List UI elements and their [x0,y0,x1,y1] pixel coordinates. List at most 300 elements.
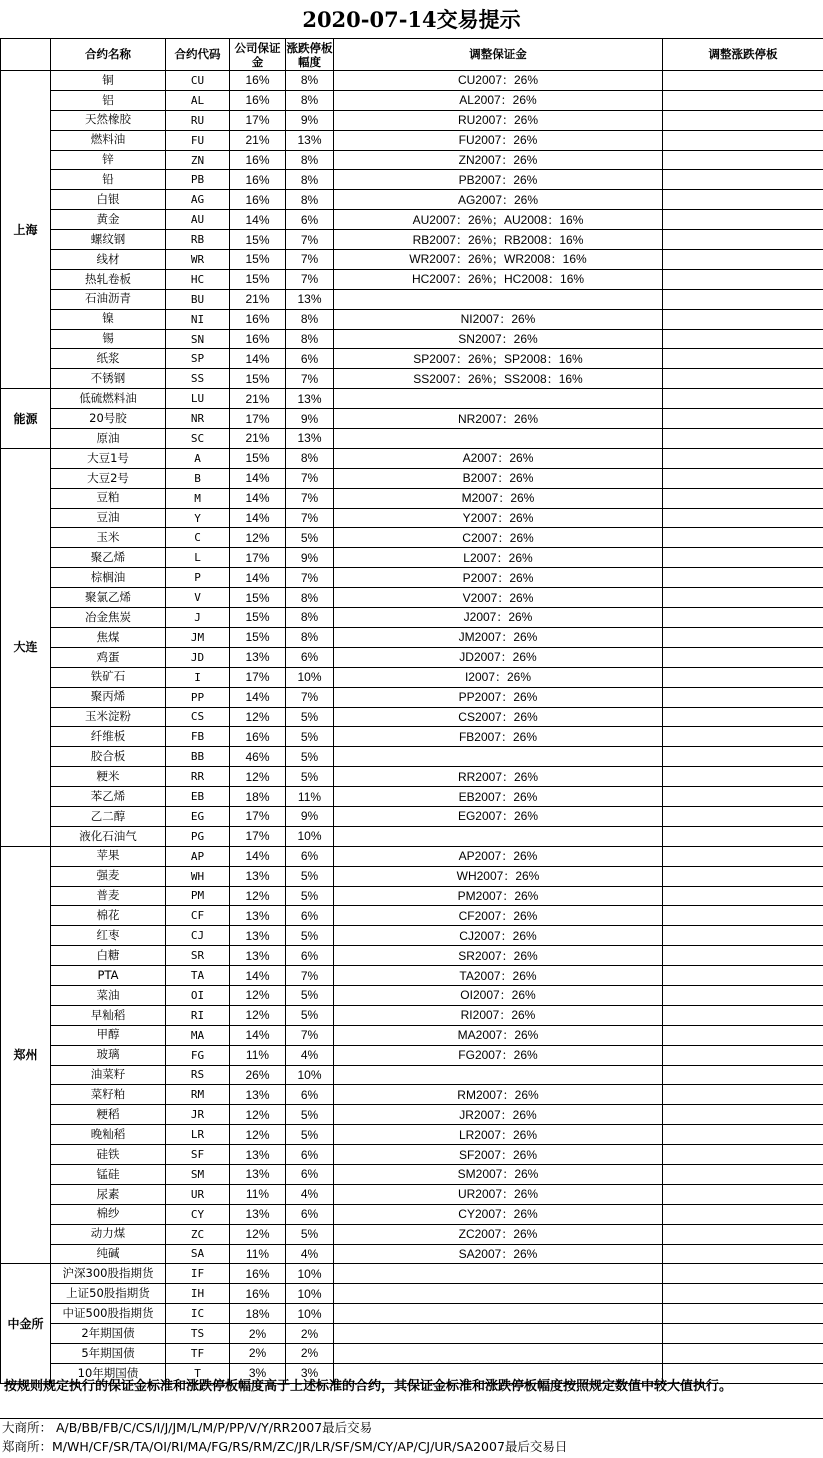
contract-name-cell: 棉花 [51,906,166,926]
contract-name-cell: 天然橡胶 [51,110,166,130]
company-margin-cell: 17% [230,110,286,130]
adjusted-margin-cell: SS2007：26%；SS2008：16% [334,369,663,389]
contract-name-cell: 大豆1号 [51,448,166,468]
price-limit-cell: 5% [286,1105,334,1125]
contract-name-cell: 晚籼稻 [51,1125,166,1145]
company-margin-cell: 12% [230,1105,286,1125]
contract-code-cell: EG [166,806,230,826]
adjusted-margin-cell: SF2007：26% [334,1145,663,1165]
adjusted-margin-cell: SA2007：26% [334,1244,663,1264]
company-margin-cell: 16% [230,190,286,210]
contract-name-cell: 豆粕 [51,488,166,508]
company-margin-cell: 16% [230,1264,286,1284]
contract-name-cell: 苹果 [51,846,166,866]
contract-code-cell: UR [166,1184,230,1204]
contract-code-cell: ZN [166,150,230,170]
price-limit-cell: 10% [286,667,334,687]
price-limit-cell: 8% [286,90,334,110]
contract-name-cell: 锰硅 [51,1164,166,1184]
price-limit-cell: 10% [286,1264,334,1284]
adjusted-margin-cell: AL2007：26% [334,90,663,110]
adjusted-limit-cell [663,687,823,707]
adjusted-limit-cell [663,906,823,926]
adjusted-margin-cell: SM2007：26% [334,1164,663,1184]
contract-code-cell: IH [166,1284,230,1304]
adjusted-margin-cell: MA2007：26% [334,1025,663,1045]
table-row [1,826,823,846]
adjusted-limit-cell [663,1164,823,1184]
adjusted-limit-cell [663,230,823,250]
contract-name-cell: 普麦 [51,886,166,906]
exchange-cell: 郑州 [1,846,51,1264]
table-row [1,349,823,369]
company-margin-cell: 13% [230,926,286,946]
price-limit-cell: 7% [286,488,334,508]
company-margin-cell: 17% [230,548,286,568]
adjusted-limit-cell [663,1025,823,1045]
contract-name-cell: 棕榈油 [51,568,166,588]
adjusted-margin-cell: ZN2007：26% [334,150,663,170]
table-row [1,409,823,429]
company-margin-cell: 16% [230,71,286,91]
table-row [1,1324,823,1344]
adjusted-margin-cell: RR2007：26% [334,767,663,787]
company-margin-cell: 16% [230,309,286,329]
price-limit-cell: 10% [286,1304,334,1324]
header-adjusted-margin: 调整保证金 [334,39,663,71]
contract-code-cell: RI [166,1005,230,1025]
adjusted-limit-cell [663,130,823,150]
price-limit-cell: 4% [286,1244,334,1264]
price-limit-cell: 7% [286,468,334,488]
contract-code-cell: AG [166,190,230,210]
table-row [1,806,823,826]
company-margin-cell: 15% [230,230,286,250]
adjusted-limit-cell [663,389,823,409]
table-row [1,71,823,91]
contract-code-cell: ZC [166,1224,230,1244]
adjusted-limit-cell [663,707,823,727]
contract-name-cell: 20号胶 [51,409,166,429]
adjusted-margin-cell [334,747,663,767]
contract-name-cell: 铝 [51,90,166,110]
price-limit-cell: 6% [286,1164,334,1184]
adjusted-margin-cell: CY2007：26% [334,1204,663,1224]
company-margin-cell: 13% [230,1145,286,1165]
company-margin-cell: 12% [230,1224,286,1244]
company-margin-cell: 12% [230,528,286,548]
price-limit-cell: 6% [286,946,334,966]
table-row [1,190,823,210]
adjusted-limit-cell [663,588,823,608]
company-margin-cell: 16% [230,150,286,170]
price-limit-cell: 6% [286,349,334,369]
table-row [1,528,823,548]
contract-code-cell: HC [166,269,230,289]
company-margin-cell: 14% [230,468,286,488]
price-limit-cell: 8% [286,309,334,329]
company-margin-cell: 13% [230,906,286,926]
price-limit-cell: 8% [286,190,334,210]
adjusted-margin-cell: RU2007：26% [334,110,663,130]
table-row [1,1145,823,1165]
contract-code-cell: AP [166,846,230,866]
contract-code-cell: BU [166,289,230,309]
price-limit-cell: 5% [286,886,334,906]
price-limit-cell: 2% [286,1324,334,1344]
contract-code-cell: JM [166,627,230,647]
company-margin-cell: 14% [230,966,286,986]
price-limit-cell: 6% [286,846,334,866]
adjusted-limit-cell [663,71,823,91]
company-margin-cell: 14% [230,488,286,508]
adjusted-limit-cell [663,190,823,210]
table-row [1,1105,823,1125]
contract-code-cell: RB [166,230,230,250]
adjusted-limit-cell [663,1324,823,1344]
exchange-cell: 中金所 [1,1264,51,1383]
adjusted-limit-cell [663,210,823,230]
price-limit-cell: 9% [286,548,334,568]
company-margin-cell: 2% [230,1344,286,1364]
adjusted-limit-cell [663,329,823,349]
adjusted-margin-cell: SR2007：26% [334,946,663,966]
contract-name-cell: 强麦 [51,866,166,886]
contract-code-cell: NI [166,309,230,329]
adjusted-limit-cell [663,627,823,647]
adjusted-limit-cell [663,1204,823,1224]
contract-code-cell: C [166,528,230,548]
price-limit-cell: 6% [286,647,334,667]
contract-code-cell: SM [166,1164,230,1184]
contract-name-cell: 热轧卷板 [51,269,166,289]
adjusted-margin-cell: TA2007：26% [334,966,663,986]
table-row [1,1184,823,1204]
price-limit-cell: 8% [286,170,334,190]
price-limit-cell: 5% [286,707,334,727]
table-row [1,90,823,110]
company-margin-cell: 15% [230,269,286,289]
adjusted-margin-cell: C2007：26% [334,528,663,548]
table-row [1,667,823,687]
company-margin-cell: 16% [230,727,286,747]
table-row [1,448,823,468]
adjusted-limit-cell [663,647,823,667]
contract-name-cell: 焦煤 [51,627,166,647]
adjusted-limit-cell [663,826,823,846]
contract-code-cell: PG [166,826,230,846]
price-limit-cell: 11% [286,787,334,807]
table-row [1,329,823,349]
contract-code-cell: SR [166,946,230,966]
table-row [1,727,823,747]
contract-name-cell: 红枣 [51,926,166,946]
table-row [1,429,823,449]
contract-name-cell: 动力煤 [51,1224,166,1244]
price-limit-cell: 3% [286,1363,334,1383]
contract-code-cell: B [166,468,230,488]
contract-code-cell: RU [166,110,230,130]
price-limit-cell: 7% [286,369,334,389]
adjusted-margin-cell: WR2007：26%；WR2008：16% [334,250,663,270]
adjusted-margin-cell: PM2007：26% [334,886,663,906]
contract-code-cell: IF [166,1264,230,1284]
contract-name-cell: 线材 [51,250,166,270]
contract-code-cell: LR [166,1125,230,1145]
company-margin-cell: 15% [230,448,286,468]
adjusted-margin-cell: LR2007：26% [334,1125,663,1145]
header-adjusted-limit: 调整涨跌停板 [663,39,823,71]
adjusted-limit-cell [663,1264,823,1284]
contract-code-cell: J [166,608,230,628]
company-margin-cell: 16% [230,90,286,110]
adjusted-limit-cell [663,787,823,807]
table-row [1,1264,823,1284]
table-row [1,250,823,270]
header-contract-code: 合约代码 [166,39,230,71]
adjusted-margin-cell: P2007：26% [334,568,663,588]
contract-code-cell: TA [166,966,230,986]
table-row [1,747,823,767]
price-limit-cell: 7% [286,269,334,289]
adjusted-margin-cell: SN2007：26% [334,329,663,349]
contract-name-cell: 纸浆 [51,349,166,369]
contract-code-cell: A [166,448,230,468]
contract-name-cell: 乙二醇 [51,806,166,826]
company-margin-cell: 13% [230,866,286,886]
contract-name-cell: 液化石油气 [51,826,166,846]
contract-name-cell: 聚乙烯 [51,548,166,568]
contract-name-cell: 菜油 [51,985,166,1005]
table-row [1,150,823,170]
adjusted-margin-cell: UR2007：26% [334,1184,663,1204]
company-margin-cell: 16% [230,1284,286,1304]
price-limit-cell: 5% [286,747,334,767]
price-limit-cell: 10% [286,1065,334,1085]
price-limit-cell: 7% [286,250,334,270]
price-limit-cell: 8% [286,608,334,628]
company-margin-cell: 13% [230,647,286,667]
adjusted-margin-cell [334,1304,663,1324]
company-margin-cell: 13% [230,946,286,966]
price-limit-cell: 7% [286,687,334,707]
contract-name-cell: 2年期国债 [51,1324,166,1344]
adjusted-limit-cell [663,1244,823,1264]
contract-name-cell: 油菜籽 [51,1065,166,1085]
company-margin-cell: 21% [230,130,286,150]
company-margin-cell: 13% [230,1085,286,1105]
adjusted-limit-cell [663,170,823,190]
contract-code-cell: BB [166,747,230,767]
adjusted-limit-cell [663,250,823,270]
contract-name-cell: 纤维板 [51,727,166,747]
adjusted-margin-cell: CJ2007：26% [334,926,663,946]
adjusted-limit-cell [663,548,823,568]
contract-name-cell: 铅 [51,170,166,190]
adjusted-limit-cell [663,1145,823,1165]
table-row [1,1085,823,1105]
contract-code-cell: MA [166,1025,230,1045]
adjusted-margin-cell: EG2007：26% [334,806,663,826]
rule-note: 按规则规定执行的保证金标准和涨跌停板幅度高于上述标准的合约，其保证金标准和涨跌停板幅度按照规定数值中较大值执行。 [4,1379,733,1394]
adjusted-limit-cell [663,926,823,946]
table-row [1,269,823,289]
company-margin-cell: 46% [230,747,286,767]
contract-name-cell: 螺纹钢 [51,230,166,250]
company-margin-cell: 16% [230,170,286,190]
contract-code-cell: LU [166,389,230,409]
contract-code-cell: PM [166,886,230,906]
adjusted-limit-cell [663,1284,823,1304]
price-limit-cell: 7% [286,230,334,250]
adjusted-margin-cell: CU2007：26% [334,71,663,91]
adjusted-margin-cell: V2007：26% [334,588,663,608]
company-margin-cell: 18% [230,787,286,807]
price-limit-cell: 5% [286,727,334,747]
company-margin-cell: 12% [230,985,286,1005]
table-row [1,886,823,906]
contract-code-cell: TS [166,1324,230,1344]
adjusted-margin-cell: CF2007：26% [334,906,663,926]
company-margin-cell: 12% [230,886,286,906]
contract-name-cell: 大豆2号 [51,468,166,488]
adjusted-margin-cell [334,1284,663,1304]
adjusted-margin-cell [334,389,663,409]
table-row [1,1204,823,1224]
table-row [1,647,823,667]
table-row [1,608,823,628]
table-row [1,1164,823,1184]
price-limit-cell: 10% [286,1284,334,1304]
adjusted-limit-cell [663,1045,823,1065]
table-row [1,946,823,966]
contract-name-cell: 玻璃 [51,1045,166,1065]
adjusted-limit-cell [663,1005,823,1025]
adjusted-margin-cell: PP2007：26% [334,687,663,707]
contract-name-cell: 原油 [51,429,166,449]
contract-code-cell: RM [166,1085,230,1105]
contract-code-cell: CY [166,1204,230,1224]
contract-code-cell: SS [166,369,230,389]
contract-code-cell: FG [166,1045,230,1065]
price-limit-cell: 5% [286,1005,334,1025]
adjusted-limit-cell [663,429,823,449]
contract-code-cell: JR [166,1105,230,1125]
adjusted-margin-cell: L2007：26% [334,548,663,568]
adjusted-limit-cell [663,727,823,747]
table-row [1,767,823,787]
price-limit-cell: 4% [286,1045,334,1065]
price-limit-cell: 13% [286,130,334,150]
company-margin-cell: 14% [230,349,286,369]
contract-name-cell: 上证50股指期货 [51,1284,166,1304]
contract-code-cell: NR [166,409,230,429]
adjusted-margin-cell: WH2007：26% [334,866,663,886]
company-margin-cell: 12% [230,767,286,787]
company-margin-cell: 14% [230,1025,286,1045]
company-margin-cell: 2% [230,1324,286,1344]
contract-name-cell: 纯碱 [51,1244,166,1264]
adjusted-margin-cell [334,1264,663,1284]
contract-name-cell: 锡 [51,329,166,349]
price-limit-cell: 13% [286,429,334,449]
adjusted-limit-cell [663,349,823,369]
footer-dalian-note: 大商所： A/B/BB/FB/C/CS/I/J/JM/L/M/P/PP/V/Y/RR2007最后交易 [2,1420,373,1435]
contract-name-cell: 棉纱 [51,1204,166,1224]
adjusted-margin-cell: RB2007：26%；RB2008：16% [334,230,663,250]
contract-code-cell: OI [166,985,230,1005]
contract-name-cell: 锌 [51,150,166,170]
adjusted-margin-cell: FB2007：26% [334,727,663,747]
adjusted-limit-cell [663,90,823,110]
adjusted-margin-cell: J2007：26% [334,608,663,628]
contract-code-cell: CF [166,906,230,926]
contract-name-cell: 粳米 [51,767,166,787]
table-row [1,1244,823,1264]
company-margin-cell: 21% [230,389,286,409]
contract-name-cell: 石油沥青 [51,289,166,309]
contract-code-cell: CJ [166,926,230,946]
table-row [1,289,823,309]
contract-code-cell: WH [166,866,230,886]
header-price-limit: 涨跌停板幅度 [286,40,333,69]
adjusted-margin-cell: JD2007：26% [334,647,663,667]
company-margin-cell: 21% [230,289,286,309]
table-row [1,627,823,647]
price-limit-cell: 8% [286,71,334,91]
company-margin-cell: 11% [230,1045,286,1065]
adjusted-margin-cell: RI2007：26% [334,1005,663,1025]
adjusted-limit-cell [663,568,823,588]
adjusted-limit-cell [663,608,823,628]
contract-code-cell: TF [166,1344,230,1364]
contract-name-cell: 冶金焦炭 [51,608,166,628]
table-row [1,1224,823,1244]
table-row [1,468,823,488]
price-limit-cell: 5% [286,866,334,886]
price-limit-cell: 7% [286,1025,334,1045]
adjusted-margin-cell: RM2007：26% [334,1085,663,1105]
adjusted-limit-cell [663,966,823,986]
contract-code-cell: WR [166,250,230,270]
adjusted-margin-cell [334,429,663,449]
table-row [1,230,823,250]
contract-name-cell: 硅铁 [51,1145,166,1165]
table-row [1,110,823,130]
adjusted-margin-cell: OI2007：26% [334,985,663,1005]
header-contract-name: 合约名称 [51,39,166,71]
contract-name-cell: 白银 [51,190,166,210]
adjusted-limit-cell [663,946,823,966]
adjusted-limit-cell [663,508,823,528]
footer-zhengzhou-note: 郑商所：M/WH/CF/SR/TA/OI/RI/MA/FG/RS/RM/ZC/JR/LR/SF/SM/CY/AP/CJ/UR/SA2007最后交易日 [2,1439,568,1454]
price-limit-cell: 6% [286,1145,334,1165]
table-row [1,787,823,807]
contract-code-cell: SA [166,1244,230,1264]
contract-code-cell: SP [166,349,230,369]
adjusted-margin-cell: SP2007：26%；SP2008：16% [334,349,663,369]
price-limit-cell: 8% [286,627,334,647]
margin-table [0,38,823,1384]
contract-code-cell: FU [166,130,230,150]
adjusted-limit-cell [663,488,823,508]
price-limit-cell: 7% [286,966,334,986]
contract-code-cell: T [166,1363,230,1383]
contract-code-cell: M [166,488,230,508]
price-limit-cell: 8% [286,588,334,608]
contract-code-cell: RS [166,1065,230,1085]
company-margin-cell: 14% [230,687,286,707]
